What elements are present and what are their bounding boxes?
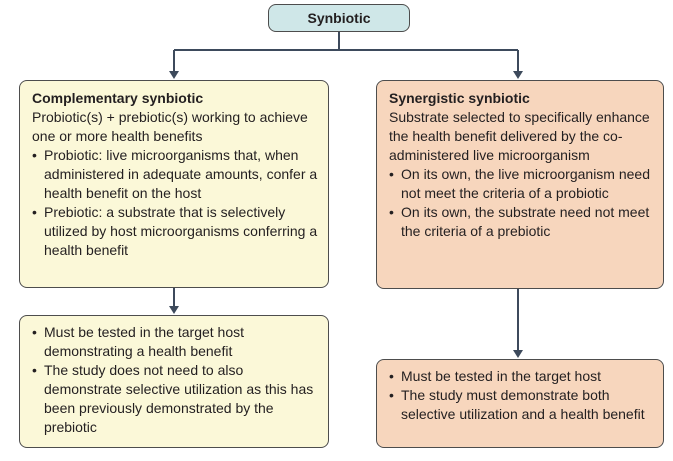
complementary-synbiotic-box: [19, 80, 329, 288]
arrowhead-left-bottom-icon: [169, 306, 179, 314]
complementary-bullet-prebiotic: • Prebiotic: a substrate that is selectively utilized by host microorganisms conferring a health benefit: [32, 203, 318, 260]
complementary-testing-box: [19, 315, 329, 448]
synergistic-bullet-list: [389, 165, 655, 241]
complementary-description: Probiotic(s) + prebiotic(s) working to achieve one or more health benefits: [32, 109, 308, 144]
complementary-bullet-probiotic: • Probiotic: live microorganisms that, when administered in adequate amounts, confer a health benefit on the host: [32, 146, 318, 203]
synergistic-bullet-microorganism: • On its own, the live microorganism need not meet the criteria of a probiotic: [389, 165, 655, 203]
complementary-testing-bullet-selective: • The study does not need to also demonstrate selective utilization as this has been previously demonstrated by the prebiotic: [32, 361, 318, 437]
synbiotic-root-node: [268, 4, 410, 32]
root-label: Synbiotic: [307, 10, 371, 26]
synergistic-description: Substrate selected to specifically enhance the health benefit delivered by the co-administered live microorganism: [389, 109, 650, 163]
complementary-title: Complementary synbiotic: [32, 90, 204, 106]
synergistic-testing-bullet-host: • Must be tested in the target host: [389, 367, 655, 386]
synergistic-title: Synergistic synbiotic: [389, 90, 530, 106]
complementary-testing-bullet-host: • Must be tested in the target host demonstrating a health benefit: [32, 323, 318, 361]
arrowhead-right-bottom-icon: [513, 350, 523, 358]
synergistic-synbiotic-box: [376, 80, 664, 289]
synergistic-bullet-substrate: • On its own, the substrate need not meet the criteria of a prebiotic: [389, 203, 655, 241]
arrowhead-right-icon: [513, 71, 523, 79]
synergistic-testing-bullet-selective: • The study must demonstrate both selective utilization and a health benefit: [389, 386, 655, 424]
arrowhead-left-icon: [169, 71, 179, 79]
complementary-testing-list: [32, 323, 318, 437]
synergistic-testing-list: [389, 367, 655, 424]
synergistic-testing-box: [376, 359, 664, 448]
complementary-bullet-list: [32, 146, 318, 260]
